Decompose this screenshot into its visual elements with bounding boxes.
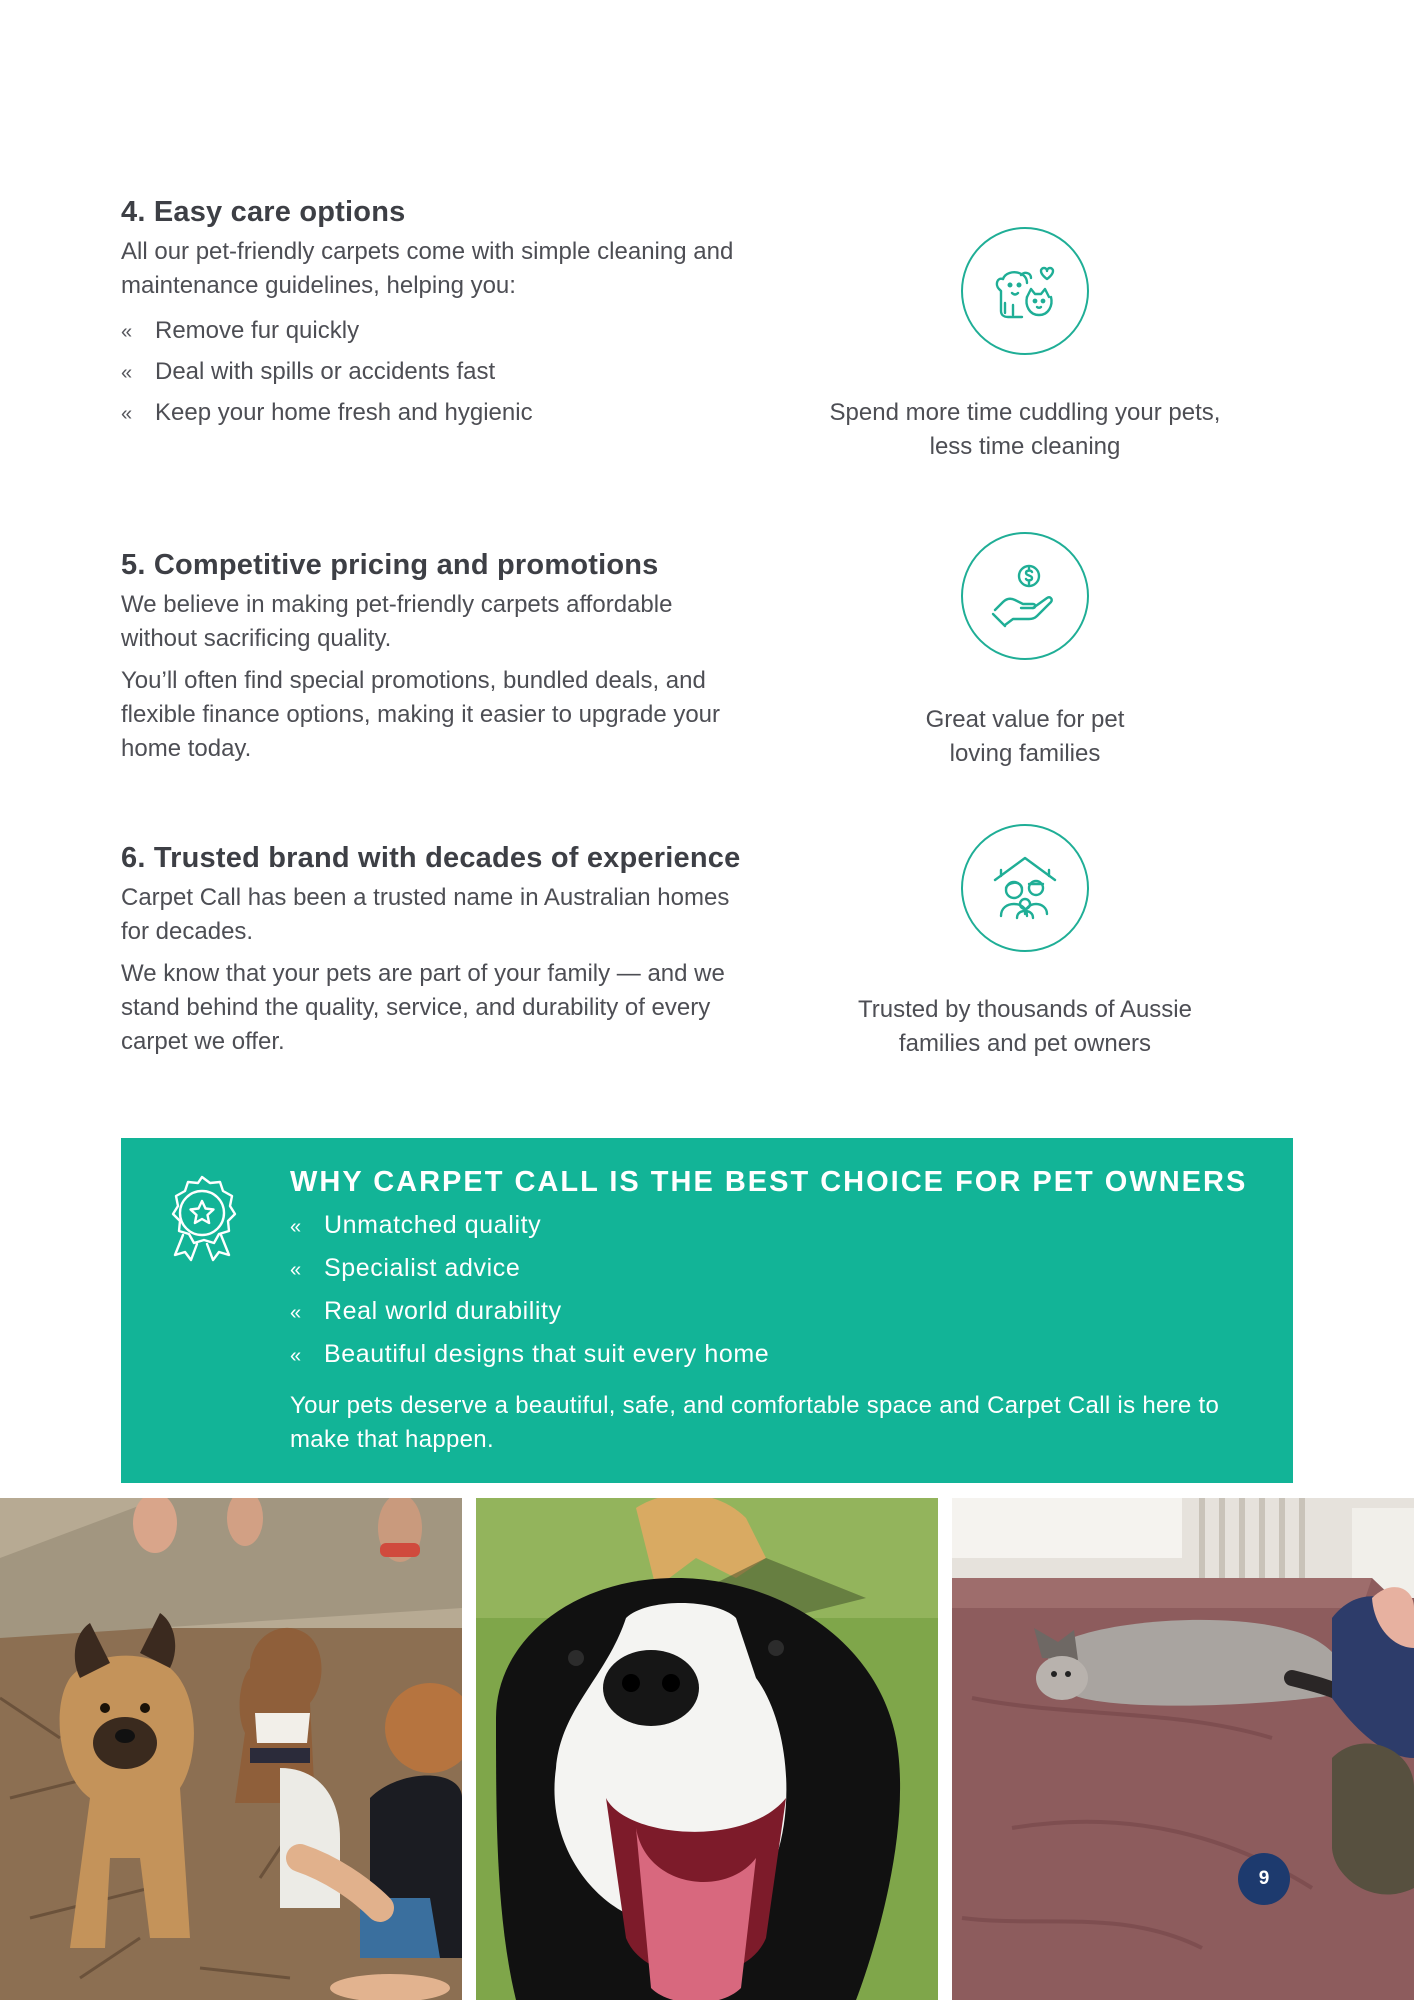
bullet-glyph: «	[290, 1345, 302, 1367]
section-trusted-brand	[121, 842, 771, 1067]
list-item-text: Deal with spills or accidents fast	[155, 358, 496, 385]
list-item-text: Remove fur quickly	[155, 317, 360, 344]
banner-closing: Your pets deserve a beautiful, safe, and comfortable space and Carpet Call is here to make that happen.	[290, 1392, 1220, 1453]
list-item	[121, 311, 761, 352]
bullet-glyph: «	[121, 403, 133, 425]
family-home-icon	[983, 846, 1067, 930]
banner-list	[290, 1205, 1270, 1377]
feature-value	[795, 532, 1255, 771]
bullet-glyph: «	[121, 362, 133, 384]
list-item-text: Keep your home fresh and hygienic	[155, 399, 533, 426]
caption-line: Great value for pet	[925, 706, 1125, 733]
page-number-badge: 9	[1238, 1853, 1290, 1905]
list-item-text: Beautiful designs that suit every home	[324, 1340, 770, 1368]
bullet-glyph: «	[290, 1216, 302, 1238]
feature-trusted	[795, 824, 1255, 1061]
section-heading: 5. Competitive pricing and promotions	[121, 549, 659, 581]
caption-line: families and pet owners	[898, 1030, 1152, 1057]
pets-heart-icon	[983, 249, 1067, 333]
bullet-glyph: «	[290, 1259, 302, 1281]
bullet-glyph: «	[290, 1302, 302, 1324]
caption-line: loving families	[949, 740, 1101, 767]
award-badge-icon	[159, 1173, 245, 1263]
list-item	[290, 1291, 1270, 1334]
feature-icon-circle	[961, 824, 1089, 952]
dogs-with-child-photo	[0, 1498, 462, 2000]
feature-icon-circle	[961, 227, 1089, 355]
list-item-text: Unmatched quality	[324, 1211, 542, 1239]
feature-caption	[795, 703, 1255, 771]
caption-line: Trusted by thousands of Aussie	[858, 996, 1192, 1023]
section-paragraph: We believe in making pet-friendly carpets affordable without sacrificing quality.	[121, 591, 673, 652]
bullet-list	[121, 311, 761, 434]
feature-caption	[795, 993, 1255, 1061]
list-item-text: Specialist advice	[324, 1254, 521, 1282]
caption-line: Spend more time cuddling your pets,	[829, 399, 1221, 426]
smiling-dog-photo	[476, 1498, 938, 2000]
section-heading: 6. Trusted brand with decades of experience	[121, 842, 741, 874]
hand-dollar-icon	[983, 554, 1067, 638]
list-item	[290, 1205, 1270, 1248]
section-pricing	[121, 549, 761, 774]
cat-on-bed-photo	[952, 1498, 1414, 2000]
list-item	[121, 352, 761, 393]
list-item	[290, 1334, 1270, 1377]
section-heading: 4. Easy care options	[121, 196, 406, 228]
best-choice-banner	[121, 1138, 1293, 1483]
feature-cuddle	[795, 227, 1255, 464]
banner-title: WHY CARPET CALL IS THE BEST CHOICE FOR PET OWNERS	[290, 1166, 1248, 1198]
list-item	[290, 1248, 1270, 1291]
feature-icon-circle	[961, 532, 1089, 660]
feature-caption	[795, 396, 1255, 464]
list-item-text: Real world durability	[324, 1297, 562, 1325]
banner-content	[290, 1166, 1270, 1457]
section-paragraph: All our pet-friendly carpets come with simple cleaning and maintenance guidelines, helping you:	[121, 238, 734, 299]
caption-line: less time cleaning	[929, 433, 1121, 460]
section-paragraph: You’ll often find special promotions, bundled deals, and flexible finance options, making it easier to upgrade your home today.	[121, 667, 721, 762]
bullet-glyph: «	[121, 321, 133, 343]
section-paragraph: Carpet Call has been a trusted name in Australian homes for decades.	[121, 884, 730, 945]
section-easy-care	[121, 196, 761, 434]
section-paragraph: We know that your pets are part of your family — and we stand behind the quality, service, and durability of every carpet we offer.	[121, 960, 725, 1055]
list-item	[121, 393, 761, 434]
